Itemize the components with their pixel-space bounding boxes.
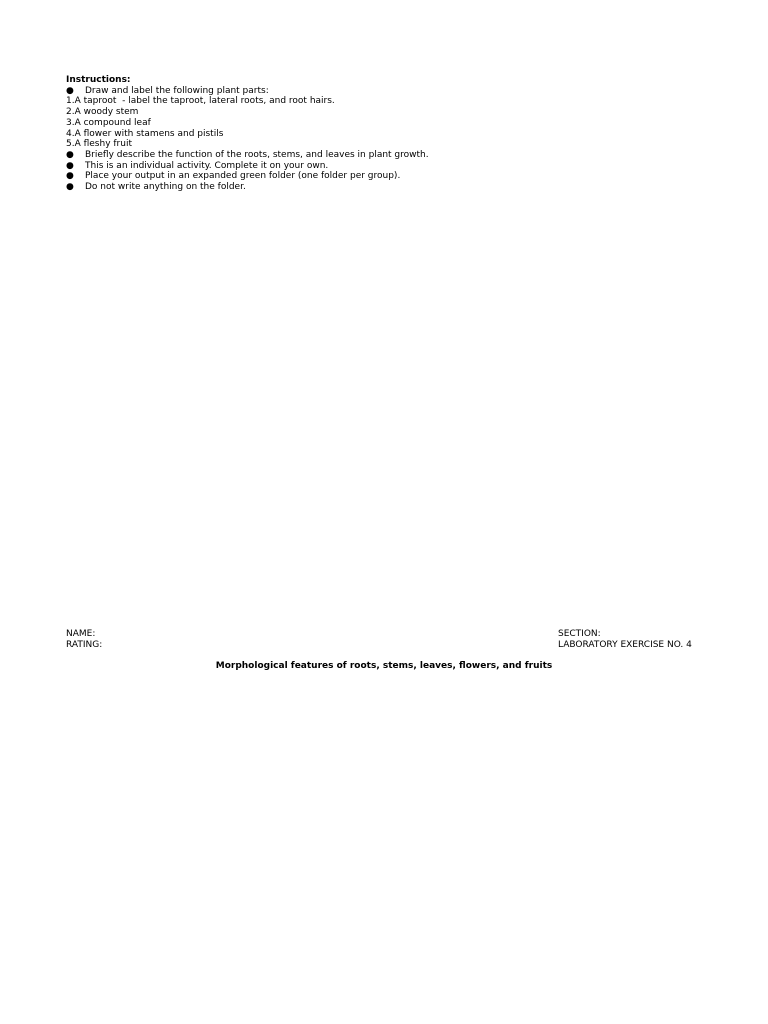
bullet-text: This is an individual activity. Complete it on your own. <box>85 160 329 171</box>
bullet-text: Briefly describe the function of the roots, stems, and leaves in plant growth. <box>85 149 429 160</box>
document-title: Morphological features of roots, stems, leaves, flowers, and fruits <box>215 661 553 671</box>
numbered-item: 5.A fleshy fruit <box>66 139 132 150</box>
bullet-item <box>66 182 706 193</box>
numbered-item: 3.A compound leaf <box>66 117 151 128</box>
bullet-icon: ● <box>66 171 74 182</box>
bullet-icon: ● <box>66 160 74 171</box>
bullet-text: Do not write anything on the folder. <box>85 182 246 193</box>
name-label: NAME: <box>66 629 96 639</box>
rating-label: RATING: <box>66 639 103 650</box>
instructions-block <box>66 75 706 193</box>
footer-right-labels <box>558 629 692 650</box>
instructions-heading: Instructions: <box>66 75 131 85</box>
numbered-item: 4.A flower with stamens and pistils <box>66 128 224 139</box>
numbered-item: 2.A woody stem <box>66 107 139 118</box>
bullet-icon: ● <box>66 149 74 160</box>
bullet-text: Place your output in an expanded green folder (one folder per group). <box>85 171 401 182</box>
footer-left-labels <box>66 629 102 650</box>
bullet-text: Draw and label the following plant parts: <box>85 85 269 96</box>
numbered-item: 1.A taproot - label the taproot, lateral roots, and root hairs. <box>66 96 335 107</box>
bullet-icon: ● <box>66 182 74 193</box>
bullet-item <box>66 150 706 161</box>
exercise-number-label: LABORATORY EXERCISE NO. 4 <box>558 639 692 650</box>
section-label: SECTION: <box>558 629 601 639</box>
bullet-item <box>66 161 706 172</box>
bullet-item <box>66 86 706 97</box>
bullet-icon: ● <box>66 85 74 96</box>
bullet-item <box>66 171 706 182</box>
